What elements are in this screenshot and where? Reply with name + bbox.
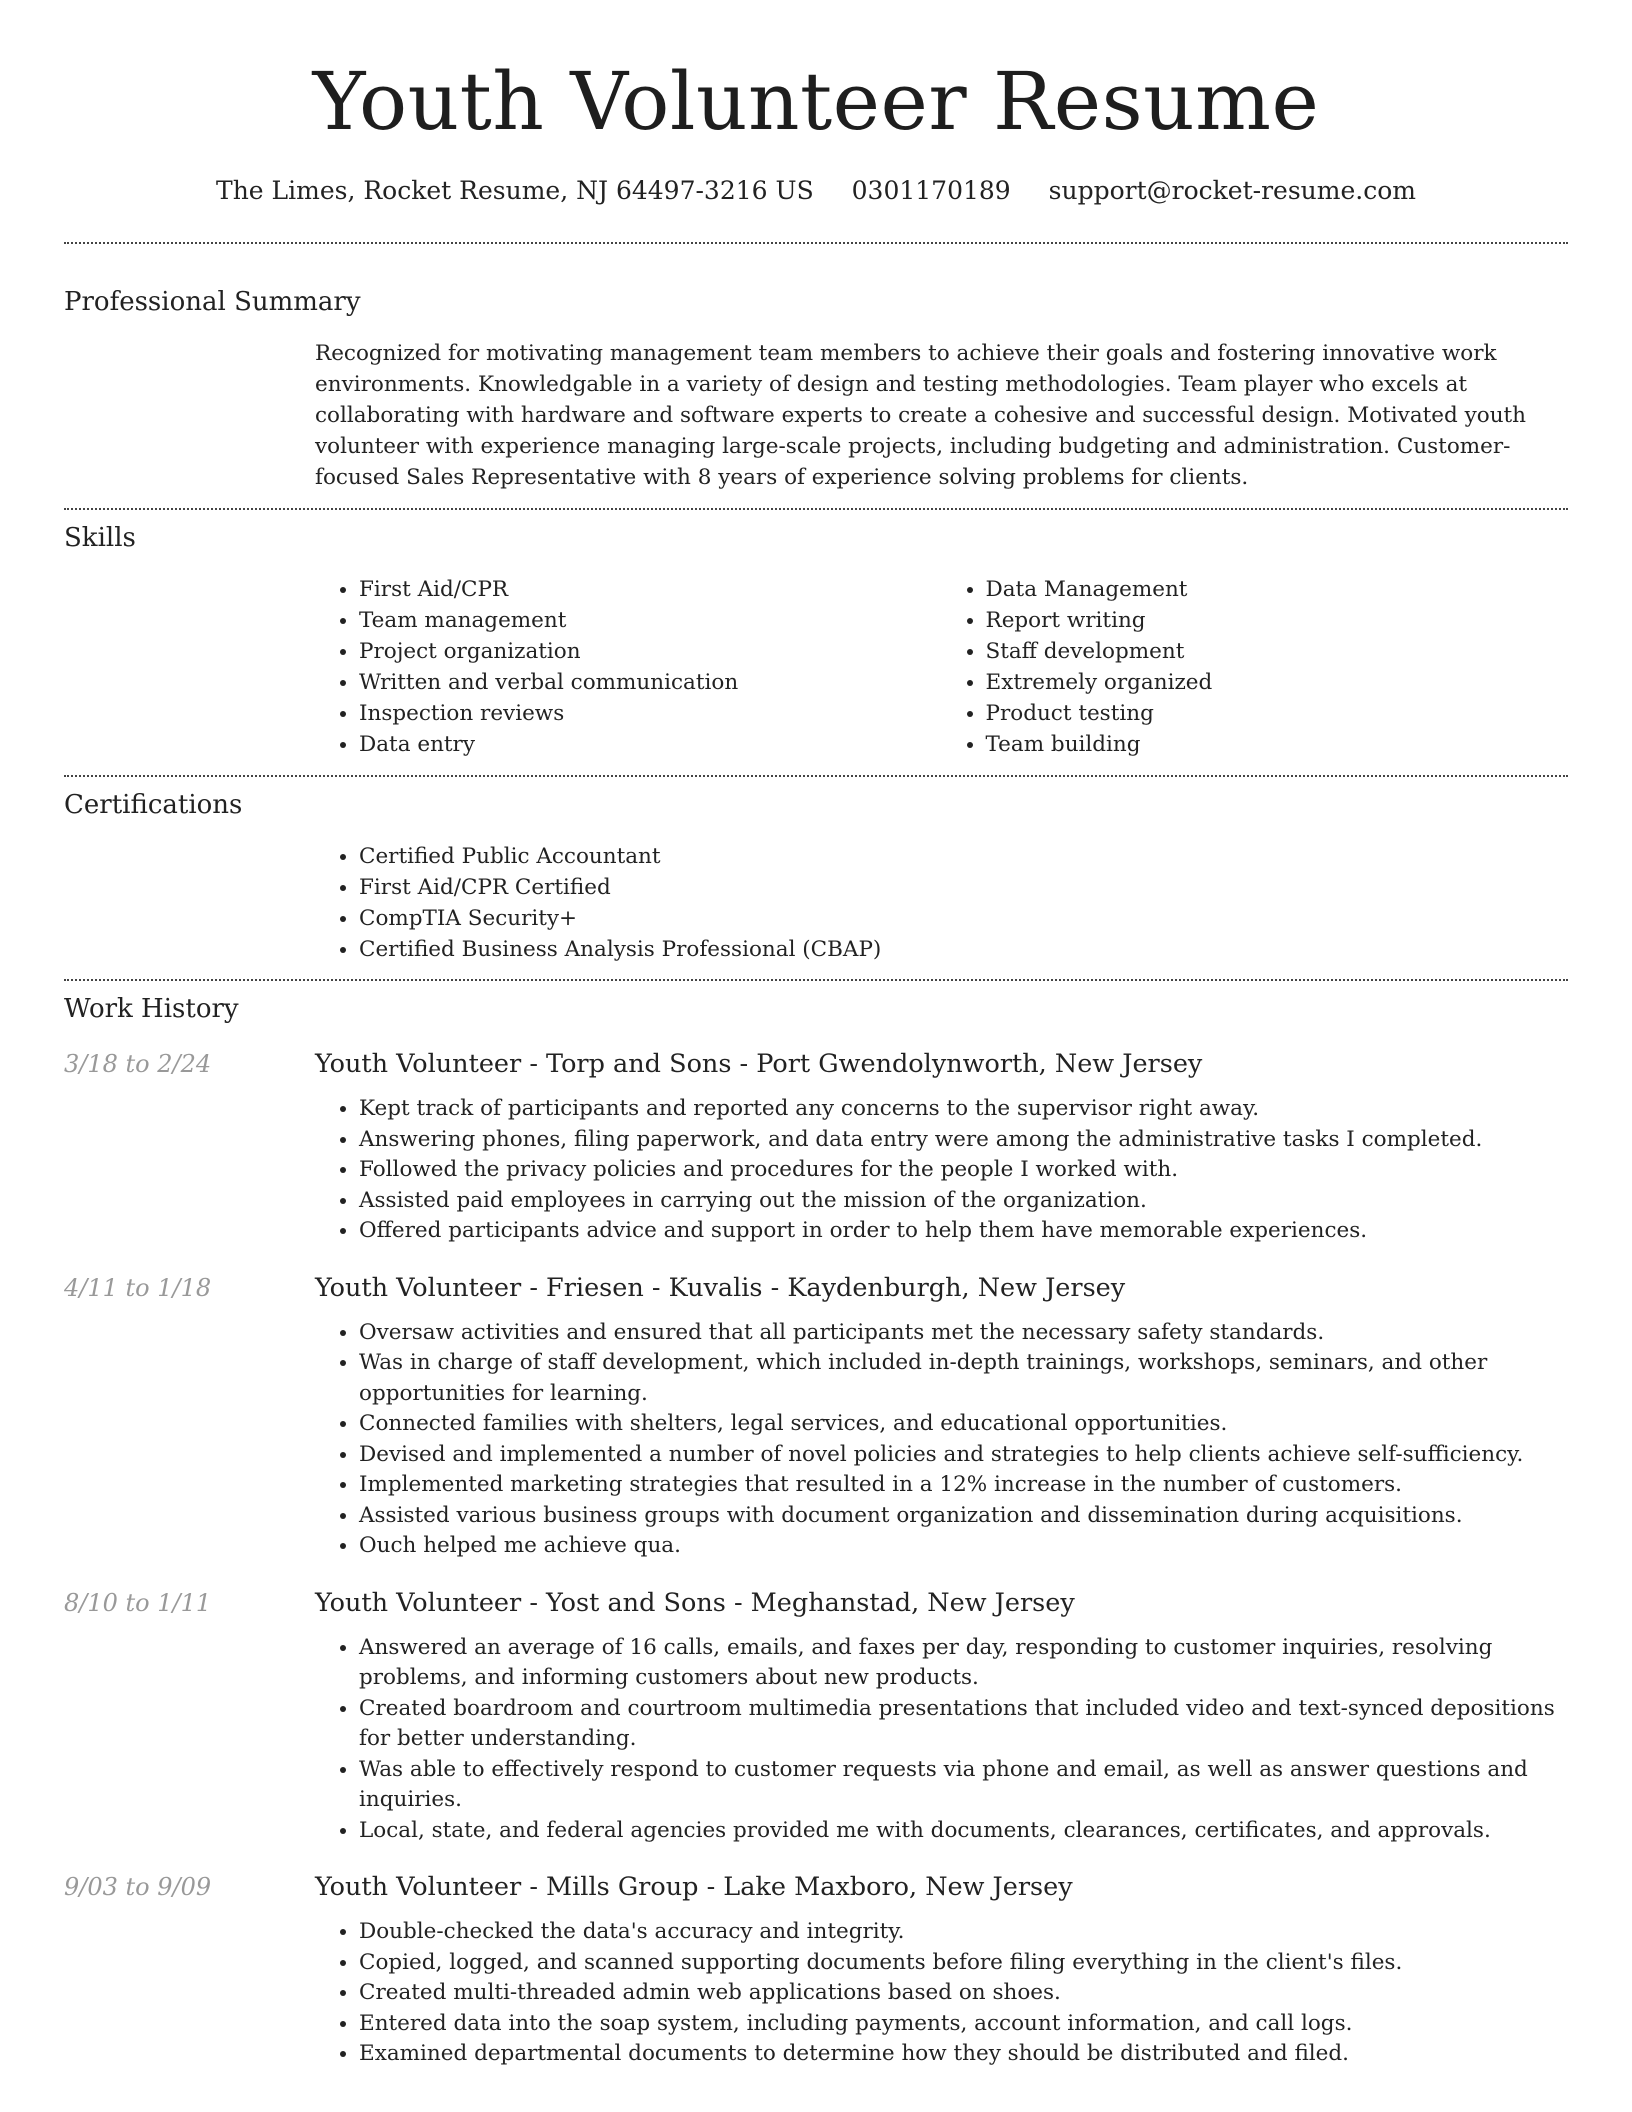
job-entry — [64, 1586, 1568, 1847]
job-bullet: • Copied, logged, and scanned supporting documents before filing everything in the client's files. — [359, 1948, 1568, 1979]
job-body — [315, 1271, 1568, 1562]
job-bullets — [315, 1917, 1568, 2070]
contact-address: The Limes, Rocket Resume, NJ 64497-3216 US — [216, 176, 814, 205]
job-dates: 9/03 to 9/09 — [64, 1873, 212, 1901]
skill-item: • Staff development — [986, 636, 1569, 667]
skill-item: • Data Management — [986, 574, 1569, 605]
skill-item: • Report writing — [986, 605, 1569, 636]
job-bullet: • Examined departmental documents to determine how they should be distributed and filed. — [359, 2039, 1568, 2070]
divider — [64, 979, 1568, 981]
contact-line — [64, 174, 1568, 208]
job-body — [315, 1586, 1568, 1847]
job-bullet: • Followed the privacy policies and procedures for the people I worked with. — [359, 1155, 1568, 1186]
summary-heading: Professional Summary — [64, 287, 361, 317]
divider — [64, 242, 1568, 244]
job-entry — [64, 1047, 1568, 1247]
contact-phone: 0301170189 — [851, 176, 1011, 205]
job-bullet: • Assisted paid employees in carrying out the mission of the organization. — [359, 1186, 1568, 1217]
certification-item: • Certified Business Analysis Professional (CBAP) — [359, 934, 1568, 965]
job-title: Youth Volunteer - Mills Group - Lake Maxboro, New Jersey — [315, 1872, 1073, 1902]
skill-item: • Data entry — [359, 729, 942, 760]
job-bullet: • Offered participants advice and support in order to help them have memorable experiences. — [359, 1216, 1568, 1247]
certifications-section — [64, 787, 1568, 979]
skills-list-right — [942, 574, 1569, 760]
skills-columns — [315, 574, 1568, 775]
job-bullet: • Kept track of participants and reported any concerns to the supervisor right away. — [359, 1094, 1568, 1125]
contact-email: support@rocket-resume.com — [1048, 176, 1416, 205]
job-bullet: • Implemented marketing strategies that resulted in a 12% increase in the number of customers. — [359, 1470, 1568, 1501]
skill-item: • Written and verbal communication — [359, 667, 942, 698]
job-dates: 8/10 to 1/11 — [64, 1588, 212, 1617]
skill-item: • Extremely organized — [986, 667, 1569, 698]
skill-item: • First Aid/CPR — [359, 574, 942, 605]
job-body — [315, 1047, 1568, 1247]
job-bullet: • Local, state, and federal agencies provided me with documents, clearances, certificates, and approvals. — [359, 1816, 1568, 1847]
skills-list-left — [315, 574, 942, 760]
job-bullet: • Double-checked the data's accuracy and integrity. — [359, 1917, 1568, 1948]
job-bullets — [315, 1633, 1568, 1847]
job-bullet: • Was in charge of staff development, which included in-depth trainings, workshops, seminars, and other opportunities for learning. — [359, 1348, 1568, 1409]
certification-item: • Certified Public Accountant — [359, 841, 1568, 872]
job-bullet: • Assisted various business groups with document organization and dissemination during acquisitions. — [359, 1501, 1568, 1532]
job-bullet: • Ouch helped me achieve qua. — [359, 1531, 1568, 1562]
job-title: Youth Volunteer - Yost and Sons - Meghanstad, New Jersey — [315, 1587, 1075, 1618]
certification-item: • First Aid/CPR Certified — [359, 872, 1568, 903]
skills-heading: Skills — [64, 523, 136, 553]
certifications-list — [315, 841, 1568, 965]
job-bullet: • Oversaw activities and ensured that all participants met the necessary safety standards. — [359, 1318, 1568, 1349]
certification-item: • CompTIA Security+ — [359, 903, 1568, 934]
job-bullet: • Answered an average of 16 calls, emails, and faxes per day, responding to customer inquiries, resolving problems, and informing customers about new products. — [359, 1633, 1568, 1694]
job-body — [315, 1870, 1568, 2070]
job-title: Youth Volunteer - Friesen - Kuvalis - Kaydenburgh, New Jersey — [315, 1272, 1126, 1303]
job-bullet: • Connected families with shelters, legal services, and educational opportunities. — [359, 1409, 1568, 1440]
skills-section — [64, 520, 1568, 775]
job-dates: 3/18 to 2/24 — [64, 1050, 212, 1078]
work-section — [64, 991, 1568, 2070]
job-entry — [64, 1870, 1568, 2070]
work-heading: Work History — [64, 994, 239, 1024]
certifications-heading: Certifications — [64, 790, 243, 820]
skill-item: • Team management — [359, 605, 942, 636]
job-bullets — [315, 1318, 1568, 1562]
divider — [64, 775, 1568, 777]
summary-section — [64, 284, 1568, 508]
job-bullets — [315, 1094, 1568, 1247]
job-bullet: • Devised and implemented a number of novel policies and strategies to help clients achieve self-sufficiency. — [359, 1440, 1568, 1471]
skill-item: • Project organization — [359, 636, 942, 667]
resume-title: Youth Volunteer Resume — [312, 55, 1320, 148]
certifications-content — [315, 841, 1568, 979]
job-entry — [64, 1271, 1568, 1562]
job-bullet: • Answering phones, filing paperwork, and data entry were among the administrative tasks I completed. — [359, 1125, 1568, 1156]
job-title: Youth Volunteer - Torp and Sons - Port Gwendolynworth, New Jersey — [315, 1049, 1203, 1079]
job-bullet: • Entered data into the soap system, including payments, account information, and call logs. — [359, 2009, 1568, 2040]
skill-item: • Inspection reviews — [359, 698, 942, 729]
job-bullet: • Was able to effectively respond to customer requests via phone and email, as well as answer questions and inquiries. — [359, 1755, 1568, 1816]
skill-item: • Product testing — [986, 698, 1569, 729]
summary-text: Recognized for motivating management team members to achieve their goals and fostering innovative work environments. Knowledgable in a variety of design and testing methodologies. Team player who excels at collaborating with hardware and software experts to create a cohesive and successful design. Motivated youth volunteer with experience managing large-scale projects, including budgeting and administration. Customer-focused Sales Representative with 8 years of experience solving problems for clients. — [315, 341, 1527, 490]
job-bullet: • Created boardroom and courtroom multimedia presentations that included video and text-synced depositions for better understanding. — [359, 1694, 1568, 1755]
divider — [64, 508, 1568, 510]
work-jobs — [64, 1047, 1568, 2070]
resume-page — [64, 0, 1568, 2094]
skill-item: • Team building — [986, 729, 1569, 760]
job-dates: 4/11 to 1/18 — [64, 1273, 212, 1302]
job-bullet: • Created multi-threaded admin web applications based on shoes. — [359, 1978, 1568, 2009]
